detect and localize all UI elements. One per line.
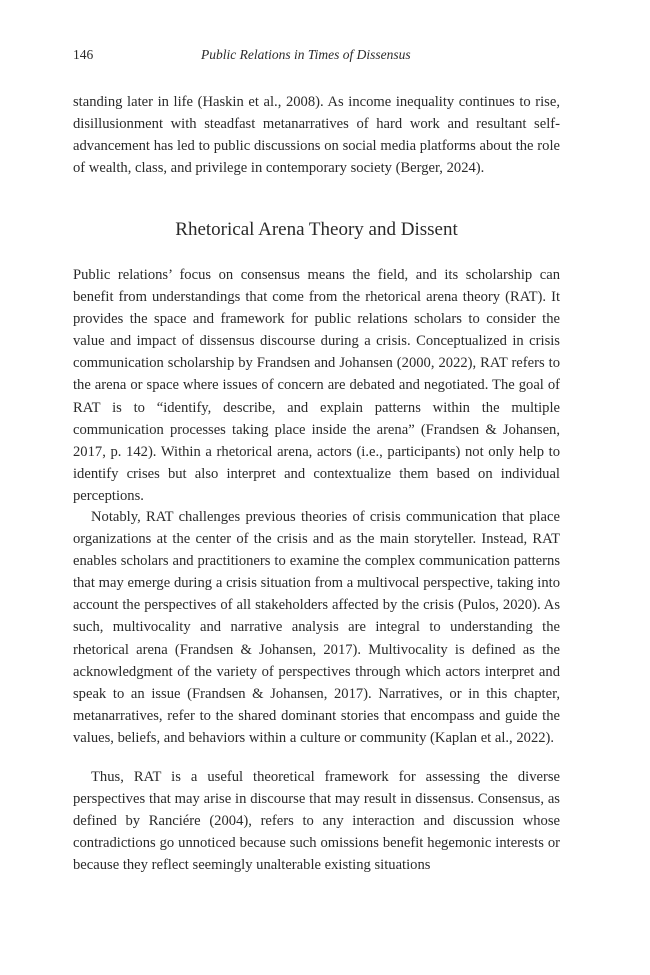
paragraph-consensus: Thus, RAT is a useful theoretical framework for assessing the diverse perspectives that may arise in discourse that may result in dissensus. Consensus, as defined by Ranciére (2004), refers to any interaction and discussion whose contradictions go unnoticed because such omissions benefit hegemonic interests or because they reflect seemingly unalterable existing situations [73, 769, 560, 874]
paragraph-continuation: standing later in life (Haskin et al., 2008). As income inequality continues to rise, disillusionment with steadfast metanarratives of hard work and resultant self-advancement has led to public discussions on social media platforms about the role of wealth, class, and privilege in contemporary society (Berger, 2024). [73, 94, 560, 177]
paragraph-rat-intro: Public relations’ focus on consensus means the field, and its scholarship can benefit from understandings that come from the rhetorical arena theory (RAT). It provides the space and framework for public relations scholars to consider the value and impact of dissensus discourse during a crisis. Conceptualized in crisis communication scholarship by Frandsen and Johansen (2000, 2022), RAT refers to the arena or space where issues of concern are debated and negotiated. The goal of RAT is to “identify, describe, and explain patterns within the multiple communication processes taking place inside the arena” (Frandsen & Johansen, 2017, p. 142). Within a rhetorical arena, actors (i.e., participants) not only help to identify crises but also interpret and contextualize them based on individual perceptions. [73, 267, 560, 504]
section-heading: Rhetorical Arena Theory and Dissent [175, 219, 458, 240]
running-title: Public Relations in Times of Dissensus [201, 47, 411, 62]
paragraph-rat-challenges: Notably, RAT challenges previous theories of crisis communication that place organizations at the center of the crisis and as the main storyteller. Instead, RAT enables scholars and practitioners to examine the complex communication patterns that may emerge during a crisis situation from a multivocal perspective, taking into account the perspectives of all stakeholders affected by the crisis (Pulos, 2020). As such, multivocality and narrative analysis are integral to understanding the rhetorical arena (Frandsen & Johansen, 2017). Multivocality is defined as the acknowledgment of the variety of perspectives through which actors interpret and speak to an issue (Frandsen & Johansen, 2017). Narratives, or in this chapter, metanarratives, refer to the shared dominant stories that encompass and guide the values, beliefs, and behaviors within a culture or community (Kaplan et al., 2022). [73, 509, 560, 746]
running-head [73, 47, 560, 67]
page-number: 146 [73, 47, 94, 62]
